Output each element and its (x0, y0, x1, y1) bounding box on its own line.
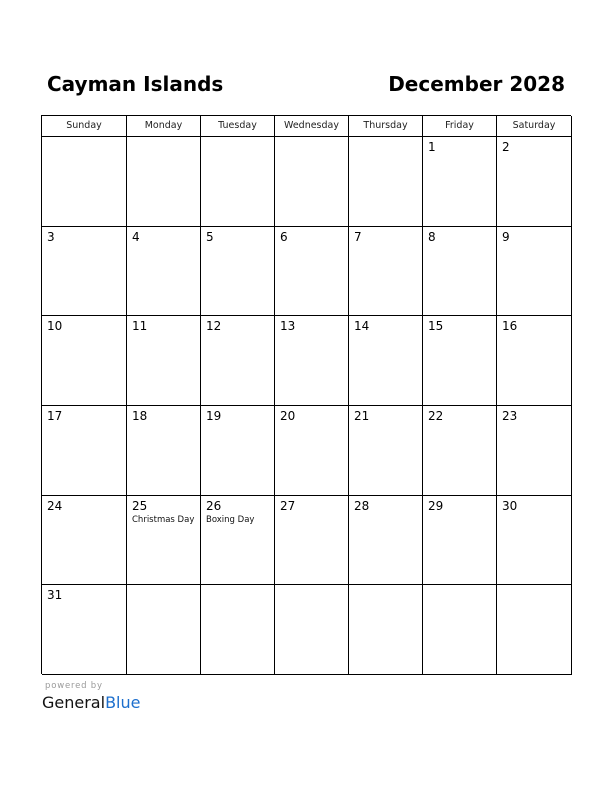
day-cell (423, 406, 497, 496)
brand-general-text: General (42, 693, 106, 712)
day-number: 7 (354, 229, 362, 244)
day-cell (127, 137, 201, 227)
weekday-header-sunday: Sunday (42, 116, 127, 137)
day-cell (127, 406, 201, 496)
day-number: 14 (354, 319, 370, 334)
day-number: 8 (428, 229, 436, 244)
day-number: 22 (428, 408, 444, 423)
weekday-header-tuesday: Tuesday (201, 116, 275, 137)
holiday-label: Christmas Day (132, 514, 195, 525)
day-number: 10 (47, 319, 63, 334)
day-number: 13 (280, 319, 296, 334)
day-number: 20 (280, 408, 296, 423)
weekday-header-wednesday: Wednesday (275, 116, 349, 137)
day-number: 27 (280, 498, 296, 513)
day-cell (349, 227, 423, 317)
day-cell (127, 496, 201, 586)
day-cell (497, 137, 572, 227)
day-cell (423, 227, 497, 317)
day-number: 6 (280, 229, 288, 244)
weekday-header-monday: Monday (127, 116, 201, 137)
weekday-header-thursday: Thursday (349, 116, 423, 137)
day-cell (497, 227, 572, 317)
day-cell (42, 227, 127, 317)
day-number: 11 (132, 319, 148, 334)
day-cell (201, 316, 275, 406)
day-cell (275, 316, 349, 406)
day-cell (201, 585, 275, 675)
day-number: 9 (502, 229, 510, 244)
day-number: 24 (47, 498, 63, 513)
day-cell (201, 496, 275, 586)
day-number: 1 (428, 140, 436, 154)
brand-logo[interactable] (42, 693, 140, 713)
day-number: 12 (206, 319, 222, 334)
day-cell (275, 585, 349, 675)
day-number: 16 (502, 319, 518, 334)
month-year-title: December 2028 (388, 72, 565, 96)
day-cell (349, 585, 423, 675)
day-number: 21 (354, 408, 370, 423)
day-cell (497, 585, 572, 675)
day-number: 5 (206, 229, 214, 244)
weekday-header-saturday: Saturday (497, 116, 572, 137)
day-number: 25 (132, 498, 148, 513)
holiday-label: Boxing Day (206, 514, 255, 525)
day-cell (42, 585, 127, 675)
day-cell (275, 496, 349, 586)
day-cell (497, 316, 572, 406)
weekday-header-friday: Friday (423, 116, 497, 137)
day-cell (201, 137, 275, 227)
day-cell (42, 137, 127, 227)
day-cell (127, 585, 201, 675)
day-number: 17 (47, 408, 63, 423)
day-cell (127, 316, 201, 406)
day-cell (42, 406, 127, 496)
day-number: 31 (47, 588, 63, 603)
day-number: 15 (428, 319, 444, 334)
day-cell (349, 496, 423, 586)
day-cell (275, 227, 349, 317)
day-number: 19 (206, 408, 222, 423)
day-cell (201, 227, 275, 317)
day-number: 30 (502, 498, 518, 513)
day-number: 23 (502, 408, 518, 423)
day-cell (349, 137, 423, 227)
day-number: 29 (428, 498, 444, 513)
day-cell (349, 406, 423, 496)
day-number: 2 (502, 140, 510, 154)
country-title: Cayman Islands (47, 72, 224, 96)
day-cell (497, 496, 572, 586)
calendar-grid (41, 115, 571, 674)
day-cell (201, 406, 275, 496)
day-number: 28 (354, 498, 370, 513)
day-cell (423, 585, 497, 675)
brand-blue-text: Blue (105, 693, 141, 712)
day-cell (42, 316, 127, 406)
day-cell (42, 496, 127, 586)
day-cell (127, 227, 201, 317)
day-number: 3 (47, 229, 55, 244)
day-cell (349, 316, 423, 406)
day-cell (275, 406, 349, 496)
day-cell (423, 316, 497, 406)
day-cell (497, 406, 572, 496)
day-number: 4 (132, 229, 140, 244)
powered-by-label: powered by (45, 681, 103, 691)
day-cell (423, 137, 497, 227)
day-number: 26 (206, 498, 222, 513)
footer-branding (42, 681, 140, 713)
day-cell (275, 137, 349, 227)
day-number: 18 (132, 408, 148, 423)
day-cell (423, 496, 497, 586)
